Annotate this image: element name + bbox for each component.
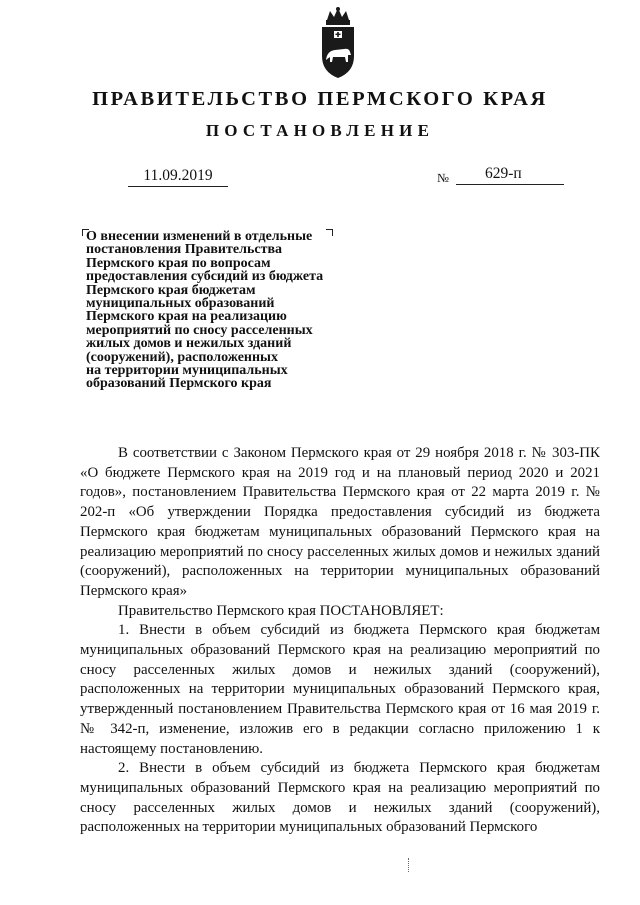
document-number: 629-п <box>485 165 522 182</box>
clause-2-paragraph: 2. Внести в объем субсидий из бюджета Пермского края бюджетам муниципальных образований Пермского края на реализацию мероприятий по сносу расселенных жилых домов и нежилых зданий (сооружений), расположенных на территории муниципальных образований Пермского <box>80 760 600 836</box>
subject-line: жилых домов и нежилых зданий <box>86 336 292 352</box>
scan-mark <box>408 858 410 872</box>
clause-1-paragraph: 1. Внести в объем субсидий из бюджета Пермского края бюджетам муниципальных образований Пермского края на реализацию мероприятий по сносу расселенных жилых домов и нежилых зданий (сооружений), расположенных на территории муниципальных образований Пермского края, утвержденный постановлением Правительства Пермского края от 16 мая 2019 г. № 342-п, изменение, изложив его в редакции согласно приложению 1 к настоящему постановлению. <box>80 622 600 757</box>
coat-of-arms-icon <box>313 6 363 82</box>
subject-line: Пермского края бюджетам <box>86 282 256 298</box>
subject-line: Пермского края по вопросам <box>86 255 271 271</box>
subject-line: муниципальных образований <box>86 296 275 312</box>
document-body <box>80 444 600 838</box>
subject-line: предоставления субсидий из бюджета <box>86 269 324 285</box>
subject-line: Пермского края на реализацию <box>86 309 287 325</box>
subject-line: мероприятий по сносу расселенных <box>86 322 313 338</box>
preamble-paragraph: В соответствии с Законом Пермского края от 29 ноября 2018 г. № 303-ПК «О бюджете Пермского края на 2019 год и на плановый период 2020 и 2021 годов», постановлением Правительства Пермского края от 22 марта 2019 г. № 202-п «Об утверждении Порядка предоставления субсидий из бюджета Пермского края бюджетам муниципальных образований Пермского края на реализацию мероприятий по сносу расселенных жилых домов и нежилых зданий (сооружений), расположенных на территории муниципальных образований Пермского края» <box>80 445 600 599</box>
number-underline <box>456 184 564 185</box>
number-sign: № <box>437 171 449 185</box>
document-type: ПОСТАНОВЛЕНИЕ <box>205 121 435 140</box>
subject-line: постановления Правительства <box>86 242 282 258</box>
government-title: ПРАВИТЕЛЬСТВО ПЕРМСКОГО КРАЯ <box>92 88 548 110</box>
resolution-paragraph: Правительство Пермского края ПОСТАНОВЛЯЕТ: <box>118 602 444 619</box>
subject-line: образований Пермского края <box>86 376 272 392</box>
subject-line: О внесении изменений в отдельные <box>86 229 313 244</box>
subject-block <box>86 230 366 391</box>
subject-line: (сооружений), расположенных <box>86 349 278 365</box>
subject-line: на территории муниципальных <box>86 363 288 379</box>
document-date: 11.09.2019 <box>128 167 228 187</box>
